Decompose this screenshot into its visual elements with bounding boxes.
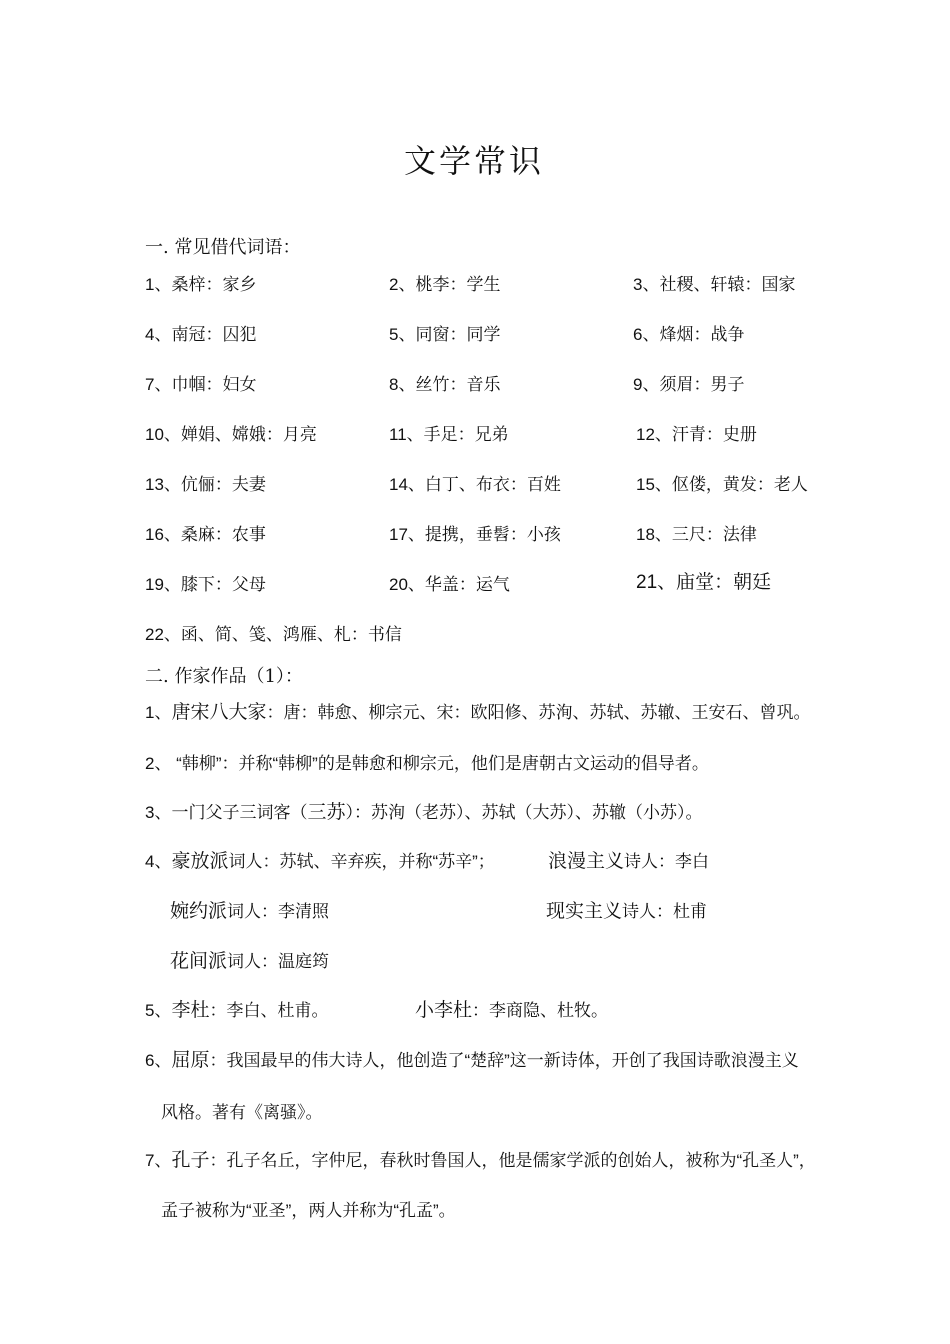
list-item: 17、提携，垂髫：小孩 xyxy=(389,525,561,544)
entry-number: 6、 xyxy=(145,1051,172,1070)
entry-number: 4、 xyxy=(145,852,172,871)
entry-5 xyxy=(145,995,328,1022)
entry-text: 词人：苏轼、辛弃疾，并称“苏辛”； xyxy=(228,852,495,871)
entry-6-continued: 风格。著有《离骚》。 xyxy=(161,1103,323,1122)
list-item: 22、函、简、笺、鸿雁、札：书信 xyxy=(145,625,402,644)
entry-number: 7、 xyxy=(145,1151,172,1170)
entry-term: 孔子 xyxy=(171,1149,210,1171)
list-item: 15、伛偻，黄发：老人 xyxy=(636,475,808,494)
entry-number: 5、 xyxy=(145,1001,172,1020)
entry-term: 唐宋八大家 xyxy=(171,701,267,723)
entry-term: 婉约派 xyxy=(170,900,228,922)
entry-text: ：李商隐、杜牧。 xyxy=(472,1001,609,1020)
entry-text: 词人：李清照 xyxy=(227,902,330,921)
page-title: 文学常识 xyxy=(404,142,545,180)
entry-4-right-2 xyxy=(546,896,707,923)
entry-4-right-1 xyxy=(548,846,709,873)
entry-text: 诗人：杜甫 xyxy=(622,902,708,921)
list-item: 2、桃李：学生 xyxy=(389,275,501,294)
entry-6 xyxy=(145,1045,799,1072)
list-item: 13、伉俪：夫妻 xyxy=(145,475,266,494)
entry-term: 三苏 xyxy=(307,801,346,823)
entry-3 xyxy=(145,797,702,824)
list-item: 12、汗青：史册 xyxy=(636,425,757,444)
entry-term: 小李杜 xyxy=(415,999,473,1021)
list-item: 1、桑梓：家乡 xyxy=(145,275,257,294)
entry-7 xyxy=(145,1145,816,1172)
list-item: 6、烽烟：战争 xyxy=(633,325,745,344)
list-item: 18、三尺：法律 xyxy=(636,525,757,544)
entry-5-right xyxy=(415,995,608,1022)
list-item: 14、白丁、布衣：百姓 xyxy=(389,475,561,494)
entry-term: 屈原 xyxy=(171,1049,210,1071)
list-item: 3、社稷、轩辕：国家 xyxy=(633,275,796,294)
section-heading: 一. 常见借代词语： xyxy=(145,237,301,258)
entry-text: ：唐：韩愈、柳宗元、宋：欧阳修、苏洵、苏轼、苏辙、王安石、曾巩。 xyxy=(266,703,811,722)
list-item: 20、华盖：运气 xyxy=(389,575,510,594)
entry-1 xyxy=(145,697,810,724)
entry-number: 1、 xyxy=(145,703,172,722)
entry-text: ：孔子名丘，字仲尼，春秋时鲁国人，他是儒家学派的创始人，被称为“孔圣人”， xyxy=(209,1151,816,1170)
entry-text: 诗人：李白 xyxy=(624,852,710,871)
entry-term: 现实主义 xyxy=(546,900,623,922)
list-item: 7、巾帼：妇女 xyxy=(145,375,257,394)
list-item: 10、婵娟、嫦娥：月亮 xyxy=(145,425,317,444)
entry-2: 2、 “韩柳”：并称“韩柳”的是韩愈和柳宗元，他们是唐朝古文运动的倡导者。 xyxy=(145,754,709,773)
list-item: 16、桑麻：农事 xyxy=(145,525,266,544)
list-item: 11、手足：兄弟 xyxy=(389,425,509,444)
entry-4-line-1 xyxy=(145,846,495,873)
entry-text: ：李白、杜甫。 xyxy=(209,1001,329,1020)
entry-term: 李杜 xyxy=(171,999,210,1021)
entry-text: 3、一门父子三词客（ xyxy=(145,803,308,822)
entry-7-continued: 孟子被称为“亚圣”，两人并称为“孔孟”。 xyxy=(161,1201,456,1220)
entry-text: 词人：温庭筠 xyxy=(227,952,330,971)
entry-text: ）：苏洵（老苏）、苏轼（大苏）、苏辙（小苏）。 xyxy=(345,803,703,822)
list-item: 8、丝竹：音乐 xyxy=(389,375,501,394)
list-item: 4、南冠：囚犯 xyxy=(145,325,257,344)
list-item: 19、膝下：父母 xyxy=(145,575,266,594)
list-item: 21、庙堂：朝廷 xyxy=(636,572,772,593)
list-item: 5、同窗：同学 xyxy=(389,325,501,344)
entry-4-line-2 xyxy=(170,896,329,923)
entry-text: ：我国最早的伟大诗人，他创造了“楚辞”这一新诗体，开创了我国诗歌浪漫主义 xyxy=(209,1051,799,1070)
section-heading: 二. 作家作品（1）： xyxy=(145,666,303,687)
entry-term: 浪漫主义 xyxy=(548,850,625,872)
entry-term: 花间派 xyxy=(170,950,228,972)
entry-term: 豪放派 xyxy=(171,850,229,872)
list-item: 9、须眉：男子 xyxy=(633,375,745,394)
entry-4-line-3 xyxy=(170,946,329,973)
